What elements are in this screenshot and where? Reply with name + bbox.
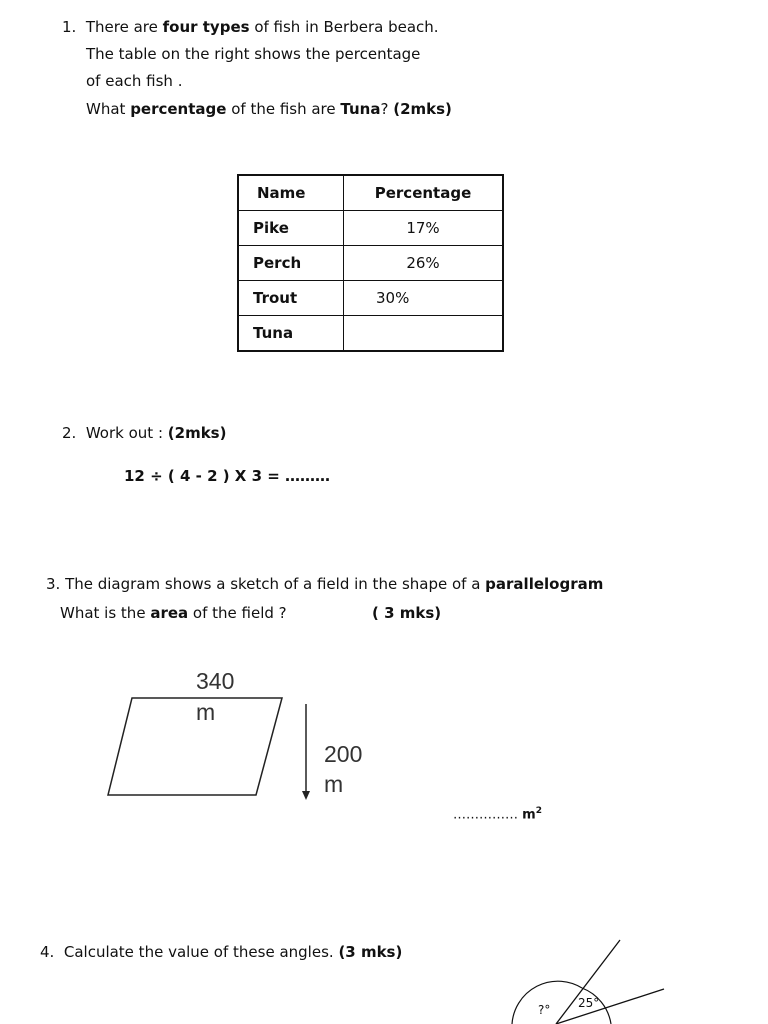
q3-marks: ( 3 mks) — [372, 604, 442, 622]
q2-prompt: 2. Work out : (2mks) — [62, 424, 227, 442]
height-value: 200 — [324, 741, 363, 767]
q4-number: 4. — [40, 943, 55, 961]
parallelogram-field — [108, 698, 282, 795]
q3-answer-line[interactable] — [453, 806, 542, 822]
angle-unknown-label: ?° — [538, 1003, 551, 1017]
q4-marks: (3 mks) — [338, 943, 403, 961]
header-name: Name — [238, 175, 344, 211]
answer-superscript: 2 — [535, 806, 542, 816]
fish-name: Trout — [238, 281, 344, 316]
q3-question: What is the area of the field ? — [60, 604, 287, 622]
height-arrow-head — [302, 791, 310, 800]
fish-name: Perch — [238, 246, 344, 281]
fish-percentage: 26% — [344, 246, 504, 281]
answer-blank: …………… — [453, 807, 523, 823]
fish-percentage: 17% — [344, 211, 504, 246]
q3-line1: 3. The diagram shows a sketch of a field in the shape of a parallelogram — [46, 575, 604, 593]
q1-line2: The table on the right shows the percentage — [86, 45, 421, 63]
fish-percentage: 30% — [344, 281, 504, 316]
header-percentage: Percentage — [344, 175, 504, 211]
q1-line1: 1. There are four types of fish in Berbera beach. — [62, 18, 439, 36]
q1-question: What percentage of the fish are Tuna? (2mks) — [86, 100, 452, 118]
q4-prompt: 4. Calculate the value of these angles. (3 mks) — [40, 943, 403, 961]
angle-known-label: 25° — [578, 996, 600, 1010]
base-length-unit: m — [196, 699, 216, 725]
fish-name: Tuna — [238, 316, 344, 352]
q2-marks: (2mks) — [167, 424, 227, 442]
q2-expression: 12 ÷ ( 4 - 2 ) X 3 = ……… — [124, 467, 331, 485]
answer-unit: m — [522, 807, 536, 823]
height-unit: m — [324, 771, 344, 797]
fish-name: Pike — [238, 211, 344, 246]
q1-number: 1. — [62, 18, 77, 36]
base-length-value: 340 — [196, 668, 235, 694]
q1-line3: of each fish . — [86, 72, 183, 90]
q2-number: 2. — [62, 424, 77, 442]
q1-marks: (2mks) — [393, 100, 452, 118]
